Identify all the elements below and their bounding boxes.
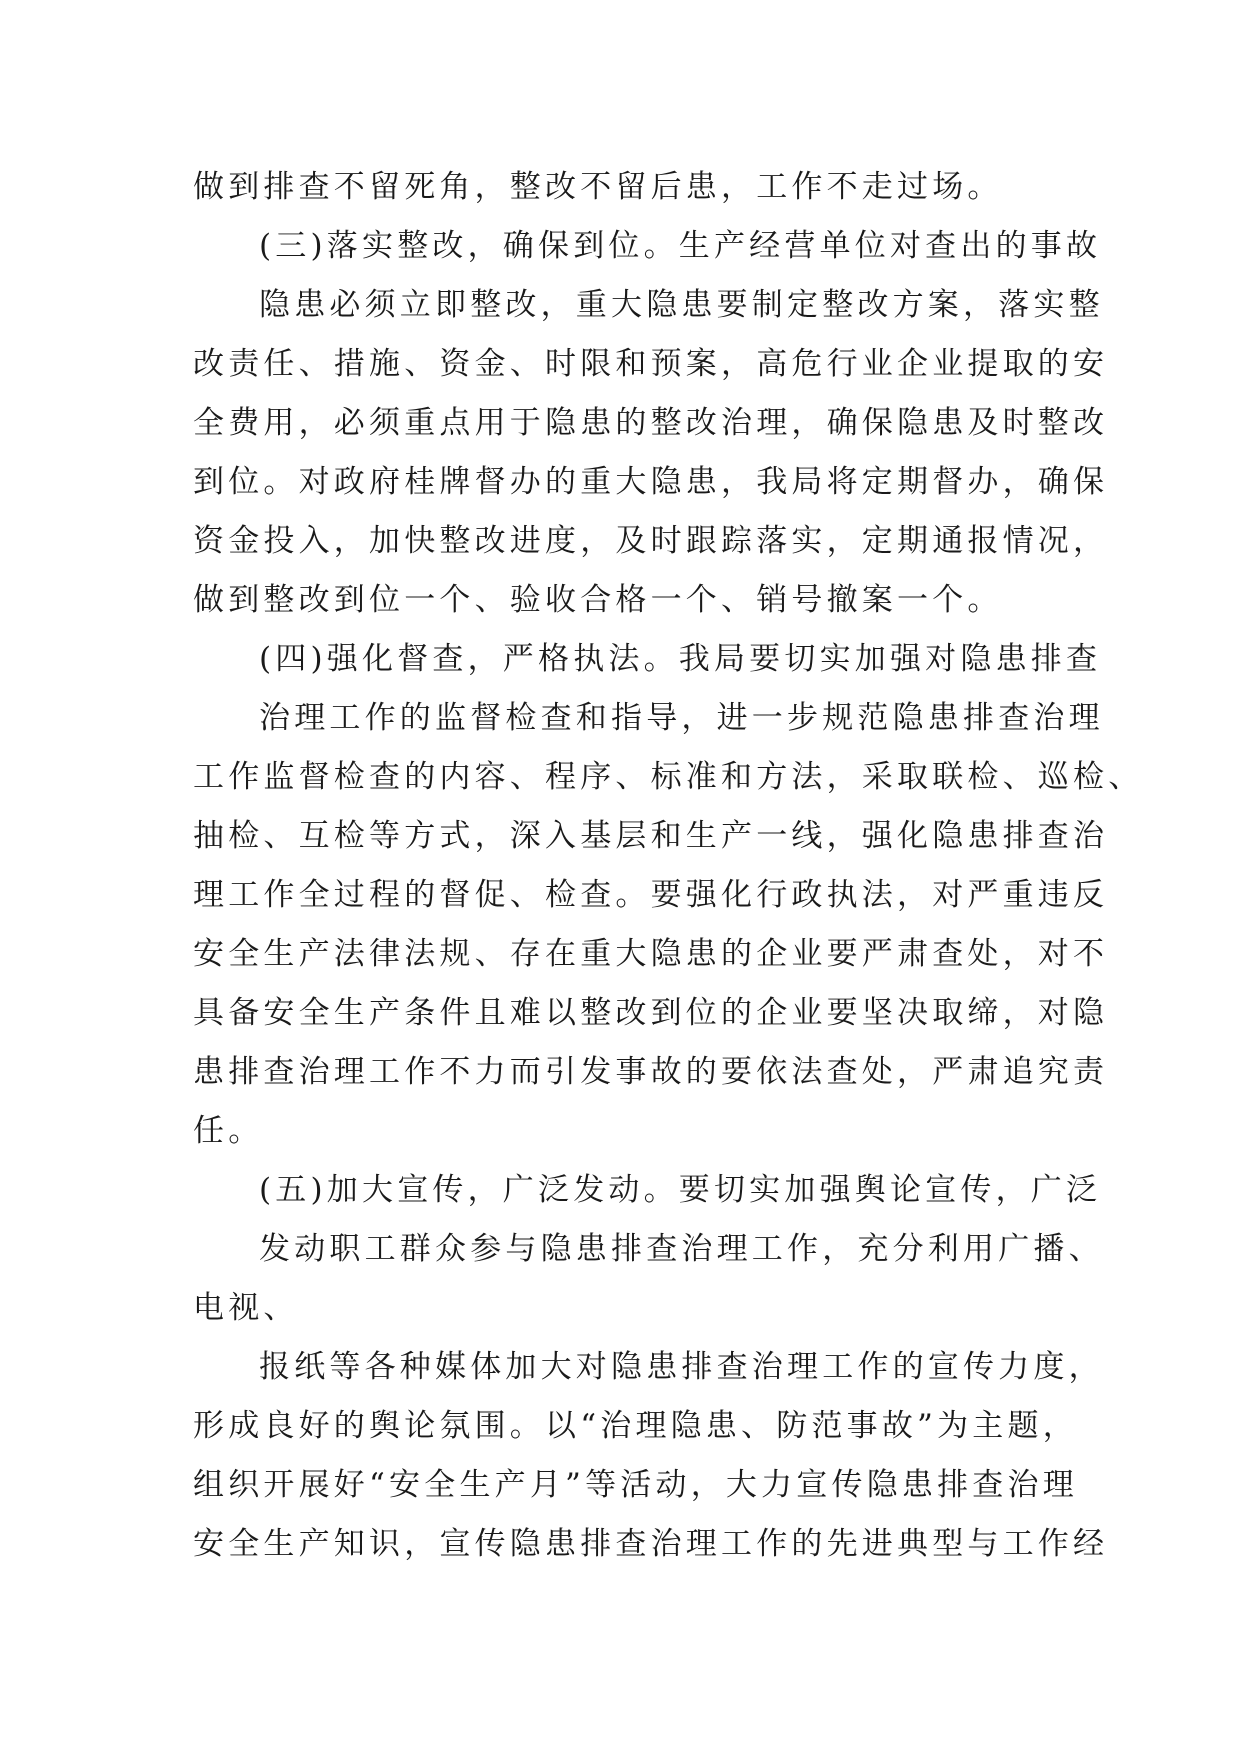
text-line: 患排查治理工作不力而引发事故的要依法查处，严肃追究责	[193, 1054, 1109, 1090]
text-line: 治理工作的监督检查和指导，进一步规范隐患排查治理	[259, 700, 1104, 736]
text-line: 到位。对政府桂牌督办的重大隐患，我局将定期督办，确保	[193, 464, 1109, 500]
text-line: 工作监督检查的内容、程序、标准和方法，采取联检、巡检、	[193, 759, 1144, 795]
text-line: 电视、	[193, 1290, 299, 1326]
text-line: 安全生产法律法规、存在重大隐患的企业要严肃查处，对不	[193, 936, 1109, 972]
document-body	[193, 158, 1144, 1574]
text-line: 形成良好的舆论氛围。以“治理隐患、防范事故”为主题，	[193, 1408, 1078, 1444]
text-line: 做到整改到位一个、验收合格一个、销号撤案一个。	[193, 582, 1003, 618]
text-line: 隐患必须立即整改，重大隐患要制定整改方案，落实整	[259, 287, 1104, 323]
text-line: 报纸等各种媒体加大对隐患排查治理工作的宣传力度，	[259, 1349, 1104, 1385]
text-line: (四)强化督查，严格执法。我局要切实加强对隐患排查	[259, 641, 1102, 677]
text-line: 安全生产知识，宣传隐患排查治理工作的先进典型与工作经	[193, 1526, 1109, 1562]
text-line: 组织开展好“安全生产月”等活动，大力宣传隐患排查治理	[193, 1467, 1078, 1503]
text-line: 全费用，必须重点用于隐患的整改治理，确保隐患及时整改	[193, 405, 1109, 441]
text-line: 抽检、互检等方式，深入基层和生产一线，强化隐患排查治	[193, 818, 1109, 854]
text-line: (三)落实整改，确保到位。生产经营单位对查出的事故	[259, 228, 1102, 264]
text-line: 理工作全过程的督促、检查。要强化行政执法，对严重违反	[193, 877, 1109, 913]
text-line: 资金投入，加快整改进度，及时跟踪落实，定期通报情况，	[193, 523, 1109, 559]
text-line: (五)加大宣传，广泛发动。要切实加强舆论宣传，广泛	[259, 1172, 1102, 1208]
text-line: 改责任、措施、资金、时限和预案，高危行业企业提取的安	[193, 346, 1109, 382]
text-line: 发动职工群众参与隐患排查治理工作，充分利用广播、	[259, 1231, 1104, 1267]
text-line: 具备安全生产条件且难以整改到位的企业要坚决取缔，对隐	[193, 995, 1109, 1031]
text-line: 做到排查不留死角，整改不留后患，工作不走过场。	[193, 169, 1003, 205]
text-line: 任。	[193, 1113, 264, 1149]
